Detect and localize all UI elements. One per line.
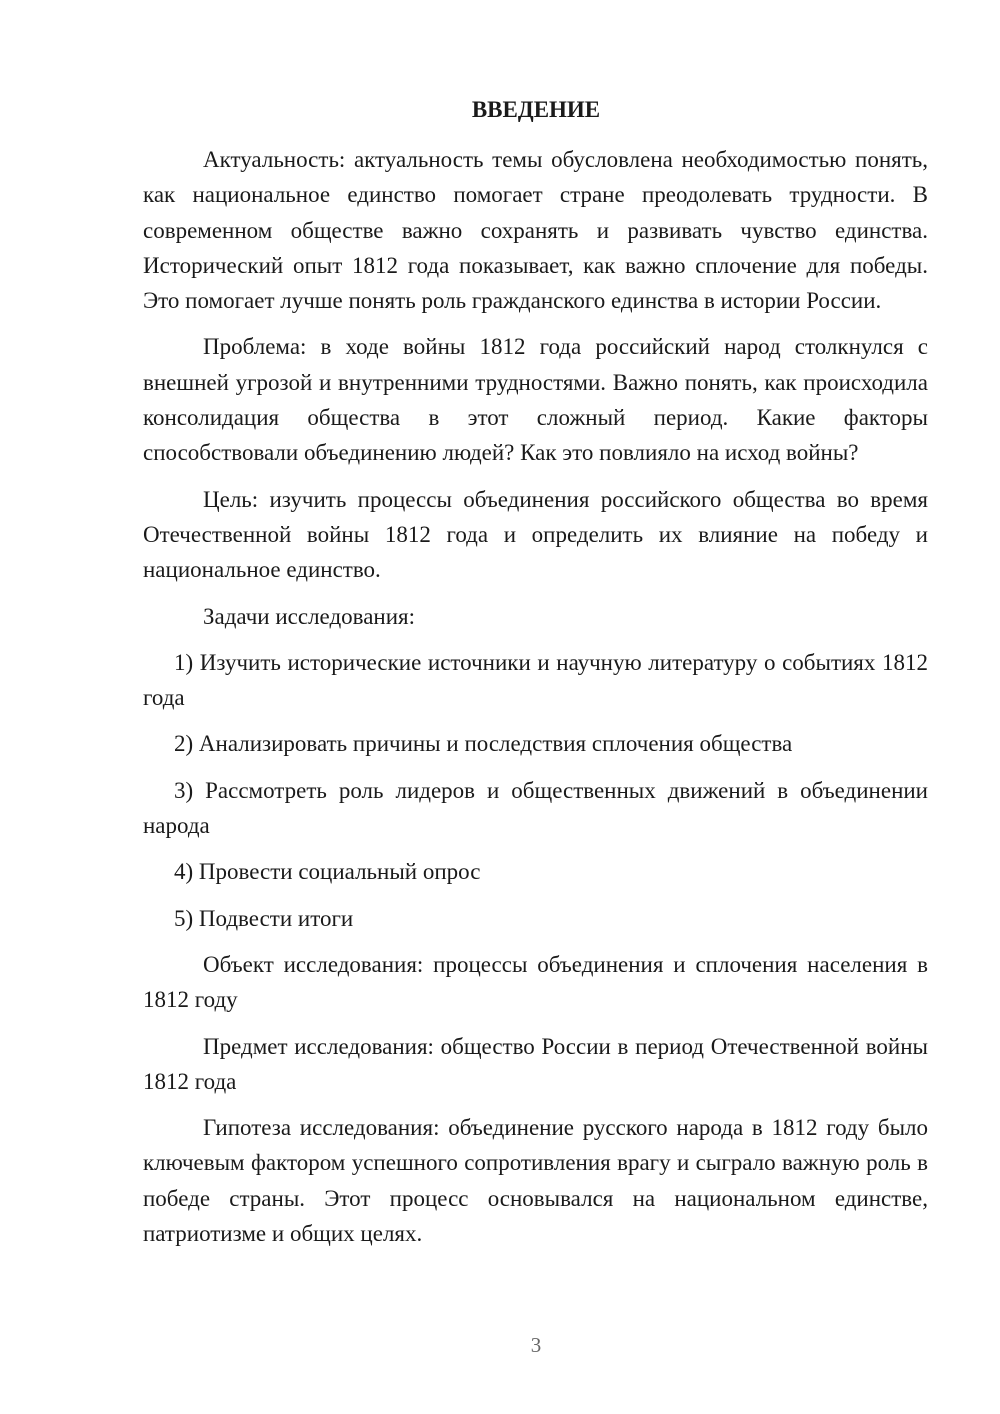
paragraph-problem: Проблема: в ходе войны 1812 года российский народ столкнулся с внешней угрозой и внутренними трудностями. Важно понять, как происходила консолидация общества в этот сложный период. Какие факторы способствовали объединению людей? Как это повлияло на исход войны? <box>143 334 928 466</box>
task-item-4: 4) Провести социальный опрос <box>174 859 481 885</box>
paragraph-object: Объект исследования: процессы объединения и сплочения населения в 1812 году <box>143 951 928 1013</box>
task-item-5: 5) Подвести итоги <box>174 905 354 931</box>
paragraph-subject: Предмет исследования: общество России в период Отечественной войны 1812 года <box>143 1033 928 1094</box>
paragraph-tasks-heading: Задачи исследования: <box>203 603 416 629</box>
task-item-1: 1) Изучить исторические источники и научную литературу о событиях 1812 года <box>143 649 928 711</box>
page-number: 3 <box>530 1333 542 1357</box>
paragraph-relevance: Актуальность: актуальность темы обусловлена необходимостью понять, как национальное единство помогает стране преодолевать трудности. В современном обществе важно сохранять и развивать чувство единства. Исторический опыт 1812 года показывает, как важно сплочение для победы. Это помогает лучше понять роль гражданского единства в истории России. <box>143 147 928 314</box>
document-body <box>143 142 928 1262</box>
task-item-2: 2) Анализировать причины и последствия сплочения общества <box>174 731 793 757</box>
task-item-3: 3) Рассмотреть роль лидеров и общественных движений в объединении народа <box>143 777 928 839</box>
section-title: ВВЕДЕНИЕ <box>471 97 601 122</box>
paragraph-hypothesis: Гипотеза исследования: объединение русского народа в 1812 году было ключевым фактором успешного сопротивления врагу и сыграло важную роль в победе страны. Этот процесс основывался на национальном единстве, патриотизме и общих целях. <box>143 1115 928 1247</box>
paragraph-goal: Цель: изучить процессы объединения российского общества во время Отечественной войны 1812 года и определить их влияние на победу и национальное единство. <box>143 486 928 583</box>
